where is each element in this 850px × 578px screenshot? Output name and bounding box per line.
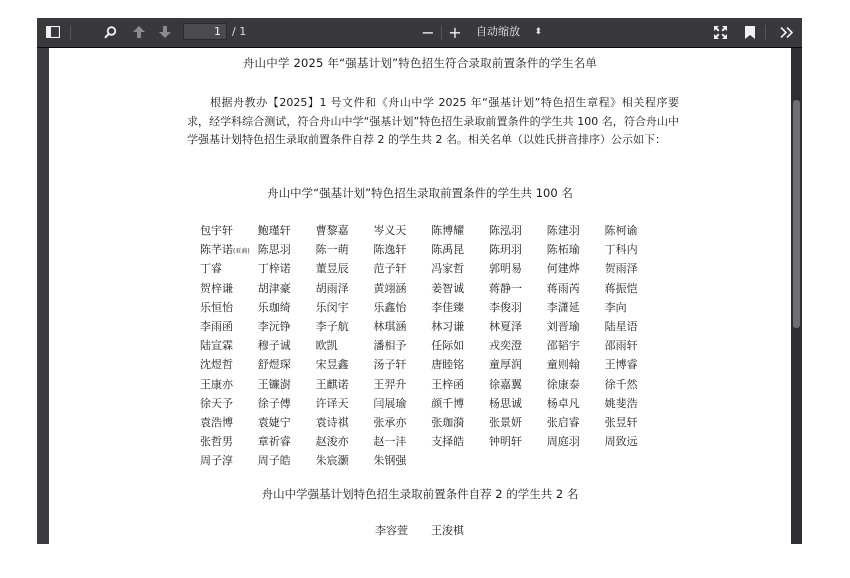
student-name: 徐康泰	[546, 377, 580, 391]
student-name: 丁科内	[604, 243, 638, 257]
student-name: 包宇轩	[200, 224, 233, 237]
document-title: 舟山中学 2025 年“强基计划”特色招生符合录取前置条件的学生名单	[242, 56, 598, 70]
student-name: 周致远	[604, 435, 638, 449]
student-name: 颜千博	[431, 396, 465, 410]
student-name: 陈柘瑜	[546, 243, 580, 257]
student-name: 陈思羽	[257, 243, 291, 257]
scrollbar-thumb[interactable]	[793, 100, 800, 328]
student-name: 支择皓	[431, 435, 465, 449]
watermark: 东	[736, 516, 765, 546]
page-total-label: / 1	[232, 25, 247, 38]
student-name: 徐千然	[604, 377, 638, 391]
student-name: 鲍瑾轩	[257, 224, 291, 237]
student-name: 张哲男	[200, 435, 233, 449]
student-name: 王麒诺	[315, 377, 349, 391]
student-name: 陈禹昆	[431, 243, 465, 257]
student-name: 戎奕澄	[488, 339, 522, 353]
student-name: 蒋雨芮	[546, 281, 580, 295]
student-name: 陈柯谕	[604, 224, 638, 237]
toolbar-divider	[70, 25, 71, 40]
student-name: 姜智诚	[431, 281, 465, 295]
pdf-viewer	[37, 18, 802, 544]
student-name: 胡雨泽	[315, 281, 349, 295]
student-name: 丁梓诺	[257, 262, 291, 276]
student-name: 刘晋瑜	[546, 319, 580, 333]
recommended-student-name: 王浚棋	[431, 524, 464, 537]
previous-page-button[interactable]	[128, 22, 150, 42]
student-name: 乐闵宇	[315, 300, 349, 314]
student-name: 乐鑫怡	[373, 300, 407, 314]
minus-icon: −	[421, 22, 435, 42]
student-name: 欧凯	[315, 339, 338, 353]
arrow-up-icon	[133, 26, 145, 38]
page-number-input[interactable]: 1	[183, 23, 227, 40]
student-name: 陈玥羽	[488, 243, 522, 257]
toolbar	[37, 18, 802, 48]
student-name: 周子淳	[200, 454, 233, 468]
zoom-select[interactable]	[470, 23, 548, 41]
zoom-select-value: 自动缩放	[476, 25, 520, 38]
student-name: 袁婕宁	[257, 415, 291, 429]
double-chevron-right-icon	[780, 27, 793, 38]
student-name: 何建烨	[546, 262, 580, 276]
student-name: 王梓函	[431, 377, 465, 391]
zoom-out-button[interactable]	[417, 22, 439, 42]
zoom-in-button[interactable]	[444, 22, 466, 42]
student-name: 陈泓羽	[488, 224, 522, 237]
recommended-student-name: 李容萱	[375, 524, 408, 537]
section-title-main-list: 舟山中学“强基计划”特色招生录取前置条件的学生共 100 名	[267, 186, 573, 200]
student-name: 陈一萌	[315, 243, 349, 257]
student-name: 乐恒怡	[200, 300, 233, 314]
pdf-page	[49, 48, 791, 544]
student-name: 胡津豪	[257, 281, 291, 295]
student-name-grid	[200, 221, 662, 470]
student-name: 汤子轩	[373, 358, 407, 372]
student-name: 杨卓凡	[546, 396, 580, 410]
student-name: 朱钢强	[373, 454, 407, 468]
student-name: 郭明易	[488, 262, 522, 276]
student-name: 闫展瑜	[373, 396, 407, 410]
student-name: 姚斐浩	[604, 396, 638, 410]
student-name: 王康亦	[200, 377, 233, 391]
student-name: 李潇延	[546, 300, 580, 314]
student-name: 董昱辰	[315, 262, 349, 276]
student-name: 袁浩博	[200, 415, 233, 429]
toolbar-divider	[765, 25, 766, 40]
next-page-button[interactable]	[154, 22, 176, 42]
arrow-down-icon	[159, 26, 171, 38]
student-name: 沈煜哲	[200, 358, 233, 372]
section-title-recommended: 舟山中学强基计划特色招生录取前置条件自荐 2 的学生共 2 名	[261, 487, 579, 501]
vertical-scrollbar[interactable]	[791, 48, 802, 544]
plus-icon: +	[448, 22, 462, 42]
student-name: 张承亦	[373, 415, 407, 429]
student-name: 陆宣霖	[200, 339, 233, 353]
toolbar-divider	[441, 25, 442, 40]
presentation-mode-button[interactable]	[709, 22, 731, 42]
student-name: 贺雨泽	[604, 262, 638, 276]
student-name: 邵雨轩	[604, 339, 638, 353]
student-name: 李俊羽	[488, 300, 522, 314]
student-name: 穆子诚	[257, 339, 291, 353]
student-name: 陈建羽	[546, 224, 580, 237]
student-name: 舒煜琛	[257, 358, 291, 372]
search-icon	[104, 26, 117, 39]
document-viewport[interactable]	[37, 48, 802, 544]
student-name: 林琪涵	[373, 319, 407, 333]
student-name: 唐睦铭	[431, 358, 465, 372]
student-name: 赵浚亦	[315, 435, 349, 449]
chevron-updown-icon: ⬍	[534, 27, 542, 37]
student-name: 陆星语	[604, 319, 638, 333]
student-name: 岑义天	[373, 224, 407, 237]
student-name: 蒋振恺	[604, 281, 638, 295]
student-name: 邵韬宇	[546, 339, 580, 353]
student-name: 张启睿	[546, 415, 580, 429]
sidebar-toggle-icon	[46, 26, 60, 38]
student-name: 冯家哲	[431, 262, 465, 276]
student-name: 林夏泽	[488, 319, 522, 333]
student-name: 章祈睿	[257, 435, 291, 449]
student-name: 朱宸灏	[315, 454, 349, 468]
student-name: 徐天予	[200, 396, 233, 410]
bookmark-button[interactable]	[739, 22, 761, 42]
student-name: 李向	[604, 300, 627, 314]
student-name: 张昱轩	[604, 415, 638, 429]
student-name: 徐子傅	[257, 396, 291, 410]
student-name: 范子轩	[373, 262, 407, 276]
student-name: 黄翊涵	[373, 281, 407, 295]
name-annotation: (亚裔)	[233, 248, 250, 256]
student-name: 童厚润	[488, 358, 522, 372]
student-name: 曹黎嘉	[315, 224, 349, 237]
student-name: 许译天	[315, 396, 349, 410]
student-name: 王羿升	[373, 377, 407, 391]
student-name: 王镰澍	[257, 377, 291, 391]
student-name: 陈芊诺(亚裔)	[200, 243, 250, 257]
student-name: 杨思诚	[488, 396, 522, 410]
fullscreen-icon	[714, 26, 727, 39]
student-name: 钟明轩	[488, 435, 522, 449]
student-name: 宋昱鑫	[315, 358, 349, 372]
student-name: 徐嘉翼	[488, 377, 522, 391]
recommended-name-list	[375, 522, 487, 538]
student-name: 周子皓	[257, 454, 291, 468]
student-name: 潘相予	[373, 339, 407, 353]
student-name: 陈逸轩	[373, 243, 407, 257]
student-name: 蒋静一	[488, 281, 522, 295]
intro-paragraph: 根据舟教办【2025】1 号文件和《舟山中学 2025 年“强基计划”特色招生章程》相关程序要求，经学科综合测试，符合舟山中学“强基计划”特色招生录取前置条件的学生共 100 名，符合舟山中学强基计划特色招生录取前置条件自荐 2 的学生共 2 名。相关名单（以姓氏拼音排序）公示如下：	[187, 96, 679, 147]
student-name: 李沅铮	[257, 319, 291, 333]
student-name: 贺梓谦	[200, 281, 233, 295]
student-name: 张景妍	[488, 415, 522, 429]
student-name: 乐珈绮	[257, 300, 291, 314]
student-name: 李子航	[315, 319, 349, 333]
student-name: 赵一沣	[373, 435, 407, 449]
student-name: 王博睿	[604, 358, 638, 372]
bookmark-icon	[745, 26, 755, 39]
student-name: 林习谦	[431, 319, 465, 333]
search-button[interactable]	[99, 22, 121, 42]
student-name: 袁诗祺	[315, 415, 349, 429]
tools-menu-button[interactable]	[775, 22, 797, 42]
student-name: 周庭羽	[546, 435, 580, 449]
student-name: 李雨函	[200, 319, 233, 333]
sidebar-toggle-button[interactable]	[42, 22, 64, 42]
student-name: 陈博耀	[431, 224, 465, 237]
student-name: 丁睿	[200, 262, 222, 276]
student-name: 童则翰	[546, 358, 580, 372]
student-name: 任际如	[431, 339, 465, 353]
student-name: 李佳臻	[431, 300, 465, 314]
student-name: 张珈漪	[431, 415, 465, 429]
